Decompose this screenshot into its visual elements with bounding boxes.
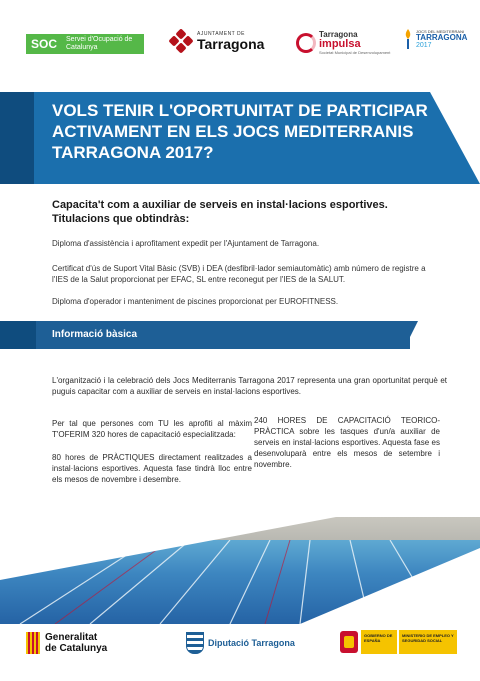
subtitle-line1: Capacita't com a auxiliar de serveis en instal·lacions esportives. — [52, 199, 388, 211]
info-band-accent — [0, 321, 36, 349]
jocs-year: 2017 — [416, 41, 432, 49]
title-band-accent — [0, 92, 34, 184]
subtitle-line2: Titulacions que obtindràs: — [52, 213, 190, 225]
soc-logo — [26, 34, 144, 54]
diputacio-shield-icon — [186, 632, 204, 654]
impulsa-line2: impulsa — [319, 38, 361, 50]
pool-bottom-mask — [300, 548, 480, 624]
intro-paragraph: L'organització i la celebració dels Jocs Mediterranis Tarragona 2017 representa una gran oportunitat perquè et puguis capacitar com a auxiliar de serveis en instal·lacions esportives. — [52, 376, 447, 396]
impulsa-circle-icon — [296, 33, 316, 53]
soc-abbr: SOC — [26, 34, 62, 54]
impulsa-line1: Tarragona — [319, 30, 358, 39]
tarragona-impulsa-logo — [296, 30, 390, 55]
info-heading: Informació bàsica — [52, 329, 138, 340]
page-title: VOLS TENIR L'OPORTUNITAT DE PARTICIPAR ACTIVAMENT EN ELS JOCS MEDITERRANIS TARRAGONA 2017? — [52, 101, 428, 162]
titulacio-certificat: Certificat d'ús de Suport Vital Bàsic (SVB) i DEA (desfibril·lador semiautomàtic) amb número de registre a l'IES de la Salut proporcionat per EFAC, SL entre reconegut per l'IES de la SALUT. — [52, 264, 426, 284]
generalitat-line2: de Catalunya — [45, 643, 108, 654]
generalitat-logo — [26, 632, 107, 654]
left-column-offer: Per tal que persones com TU les aprofiti al màxim T'OFERIM 320 hores de capacitació especialitzada: — [52, 419, 252, 439]
subtitle — [52, 198, 432, 226]
titulacio-piscines: Diploma d'operador i manteniment de piscines proporcionat per EUROFITNESS. — [52, 297, 339, 306]
ajuntament-small-label: AJUNTAMENT DE — [197, 31, 245, 37]
left-column — [52, 418, 252, 485]
left-column-practiques: 80 hores de PRÀCTIQUES directament realitzades a instal·lacions esportives. Aquesta fase tindrà lloc entre els mesos de novembre i desembre. — [52, 453, 252, 484]
impulsa-tagline: Societat Municipal de Desenvolupament — [319, 50, 391, 55]
jocs-name: TARRAGONA — [416, 32, 468, 42]
torch-icon — [402, 28, 414, 50]
ajuntament-emblem-icon — [170, 30, 192, 52]
spain-crest-icon — [340, 631, 358, 653]
jocs-small-label: JOCS DEL MEDITERRANI — [416, 28, 465, 34]
diputacio-name: Diputació Tarragona — [208, 638, 295, 648]
gobierno-label: GOBIERNO DE ESPAÑA — [361, 630, 397, 654]
soc-name: Servei d'Ocupació de Catalunya — [62, 34, 144, 54]
ajuntament-tarragona-logo — [170, 30, 264, 52]
generalitat-line1: Generalitat — [45, 632, 98, 643]
ministerio-logo — [340, 630, 457, 654]
senyera-icon — [26, 632, 40, 654]
diputacio-logo — [186, 632, 295, 654]
title-band-wedge — [430, 92, 480, 184]
titulacio-diploma: Diploma d'assistència i aprofitament expedit per l'Ajuntament de Tarragona. — [52, 239, 320, 248]
jocs-mediterranis-logo — [402, 28, 467, 50]
ministerio-label: MINISTERIO DE EMPLEO Y SEGURIDAD SOCIAL — [399, 630, 457, 654]
info-band-cap — [404, 321, 418, 349]
right-column-capacitacio: 240 HORES DE CAPACITACIÓ TEORICO-PRÀCTICA sobre les tasques d'un/a auxiliar de serveis en instal·lacions esportives. Aquesta fase es desenvoluparà entre els mesos de setembre i novembre. — [254, 416, 440, 469]
ajuntament-name: Tarragona — [197, 36, 265, 52]
